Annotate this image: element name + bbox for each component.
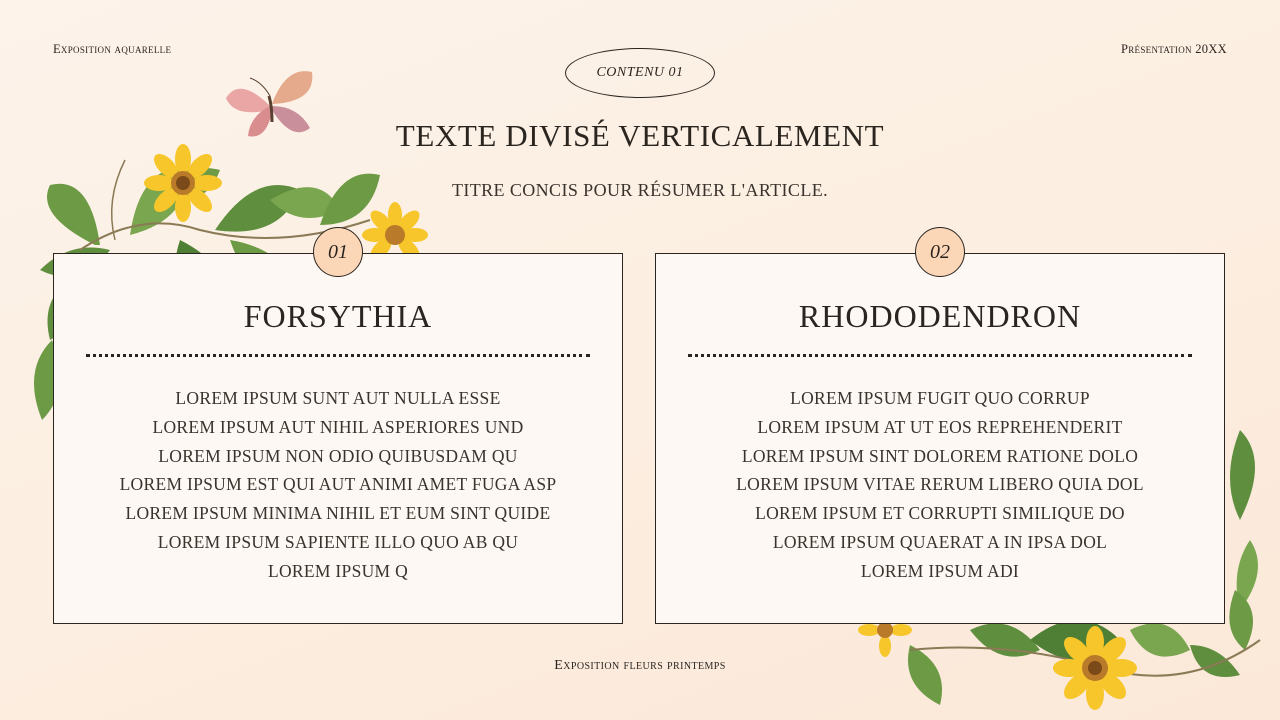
- card-body-line: LOREM IPSUM EST QUI AUT ANIMI AMET FUGA ASP: [119, 474, 557, 495]
- card-body-line: LOREM IPSUM FUGIT QUO CORRUP: [790, 388, 1090, 408]
- footer-label: Exposition fleurs printemps: [554, 658, 726, 673]
- section-pill: [565, 48, 715, 98]
- card-body-line: LOREM IPSUM ADI: [860, 560, 1020, 581]
- card-body-line: LOREM IPSUM Q: [267, 560, 409, 581]
- card-body-line: LOREM IPSUM AUT NIHIL ASPERIORES UND: [152, 416, 524, 437]
- content-card: [655, 253, 1225, 624]
- section-pill-label: CONTENU 01: [596, 65, 684, 80]
- card-body-line: LOREM IPSUM MINIMA NIHIL ET EUM SINT QUIDE: [125, 503, 551, 524]
- card-heading: RHODODENDRON: [798, 298, 1082, 334]
- dotted-divider: [688, 354, 1192, 357]
- header-left-label: Exposition aquarelle: [53, 42, 172, 56]
- card-body-line: LOREM IPSUM SINT DOLOREM RATIONE DOLO: [741, 445, 1139, 466]
- card-number: 01: [328, 240, 348, 263]
- card-heading: FORSYTHIA: [243, 298, 433, 334]
- header-right-label: Présentation 20XX: [1120, 42, 1227, 56]
- card-body-line: LOREM IPSUM ET CORRUPTI SIMILIQUE DO: [755, 503, 1125, 524]
- card-body-line: LOREM IPSUM NON ODIO QUIBUSDAM QU: [158, 445, 518, 466]
- card-body: [656, 384, 1224, 586]
- card-body: [54, 384, 622, 586]
- card-body-line: LOREM IPSUM SUNT AUT NULLA ESSE: [175, 388, 501, 408]
- card-number-badge: [915, 227, 965, 277]
- card-body-line: LOREM IPSUM VITAE RERUM LIBERO QUIA DOL: [736, 474, 1144, 495]
- card-body-line: LOREM IPSUM SAPIENTE ILLO QUO AB QU: [157, 531, 519, 552]
- page-title: TEXTE DIVISÉ VERTICALEMENT: [395, 118, 885, 153]
- page-subtitle: TITRE CONCIS POUR RÉSUMER L'ARTICLE.: [451, 180, 829, 200]
- card-number-badge: [313, 227, 363, 277]
- card-body-line: LOREM IPSUM AT UT EOS REPREHENDERIT: [757, 416, 1123, 437]
- card-body-line: LOREM IPSUM QUAERAT A IN IPSA DOL: [772, 531, 1108, 552]
- dotted-divider: [86, 354, 590, 357]
- content-card: [53, 253, 623, 624]
- card-number: 02: [930, 240, 950, 263]
